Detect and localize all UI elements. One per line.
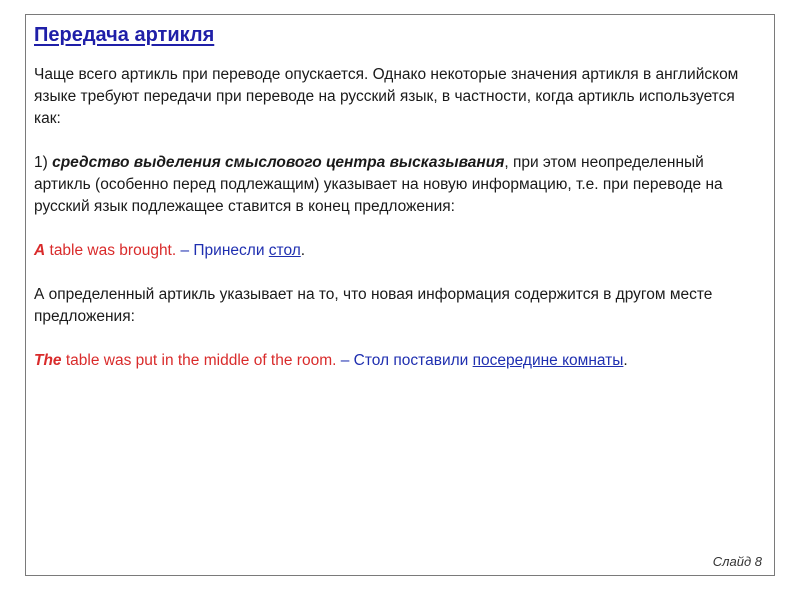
example-1-highlight: стол bbox=[268, 242, 301, 259]
example-2-translation: – Стол поставили bbox=[336, 352, 473, 369]
slide-number: Слайд 8 bbox=[712, 554, 762, 569]
example-1-english: table was brought. bbox=[45, 242, 177, 259]
example-2-english: table was put in the middle of the room. bbox=[61, 352, 337, 369]
definite-note-paragraph: А определенный артикль указывает на то, что новая информация содержится в другом месте предложения: bbox=[34, 286, 713, 325]
example-2-article: The bbox=[34, 352, 62, 369]
point-1-rest: , при этом неопределенный артикль (особенно перед подлежащим) указывает на новую информацию, т.е. при переводе на русский язык подлежащее ставится в конец предложения: bbox=[34, 154, 723, 215]
point-1-term: средство выделения смыслового центра высказывания bbox=[52, 154, 505, 171]
example-1 bbox=[34, 240, 764, 262]
slide-content bbox=[34, 64, 764, 394]
example-2-highlight: посередине комнаты bbox=[472, 352, 624, 369]
slide bbox=[25, 14, 775, 576]
example-2 bbox=[34, 350, 764, 372]
example-1-article: A bbox=[34, 242, 46, 259]
point-1-number: 1) bbox=[34, 154, 53, 171]
point-1-paragraph bbox=[34, 152, 764, 218]
example-1-translation: – Принесли bbox=[176, 242, 269, 259]
example-2-end: . bbox=[623, 352, 628, 369]
intro-paragraph: Чаще всего артикль при переводе опускается. Однако некоторые значения артикля в английском языке требуют передачи при переводе на русский язык, в частности, когда артикль используется как: bbox=[34, 66, 739, 127]
example-1-end: . bbox=[300, 242, 306, 259]
slide-title: Передача артикля bbox=[34, 24, 215, 46]
